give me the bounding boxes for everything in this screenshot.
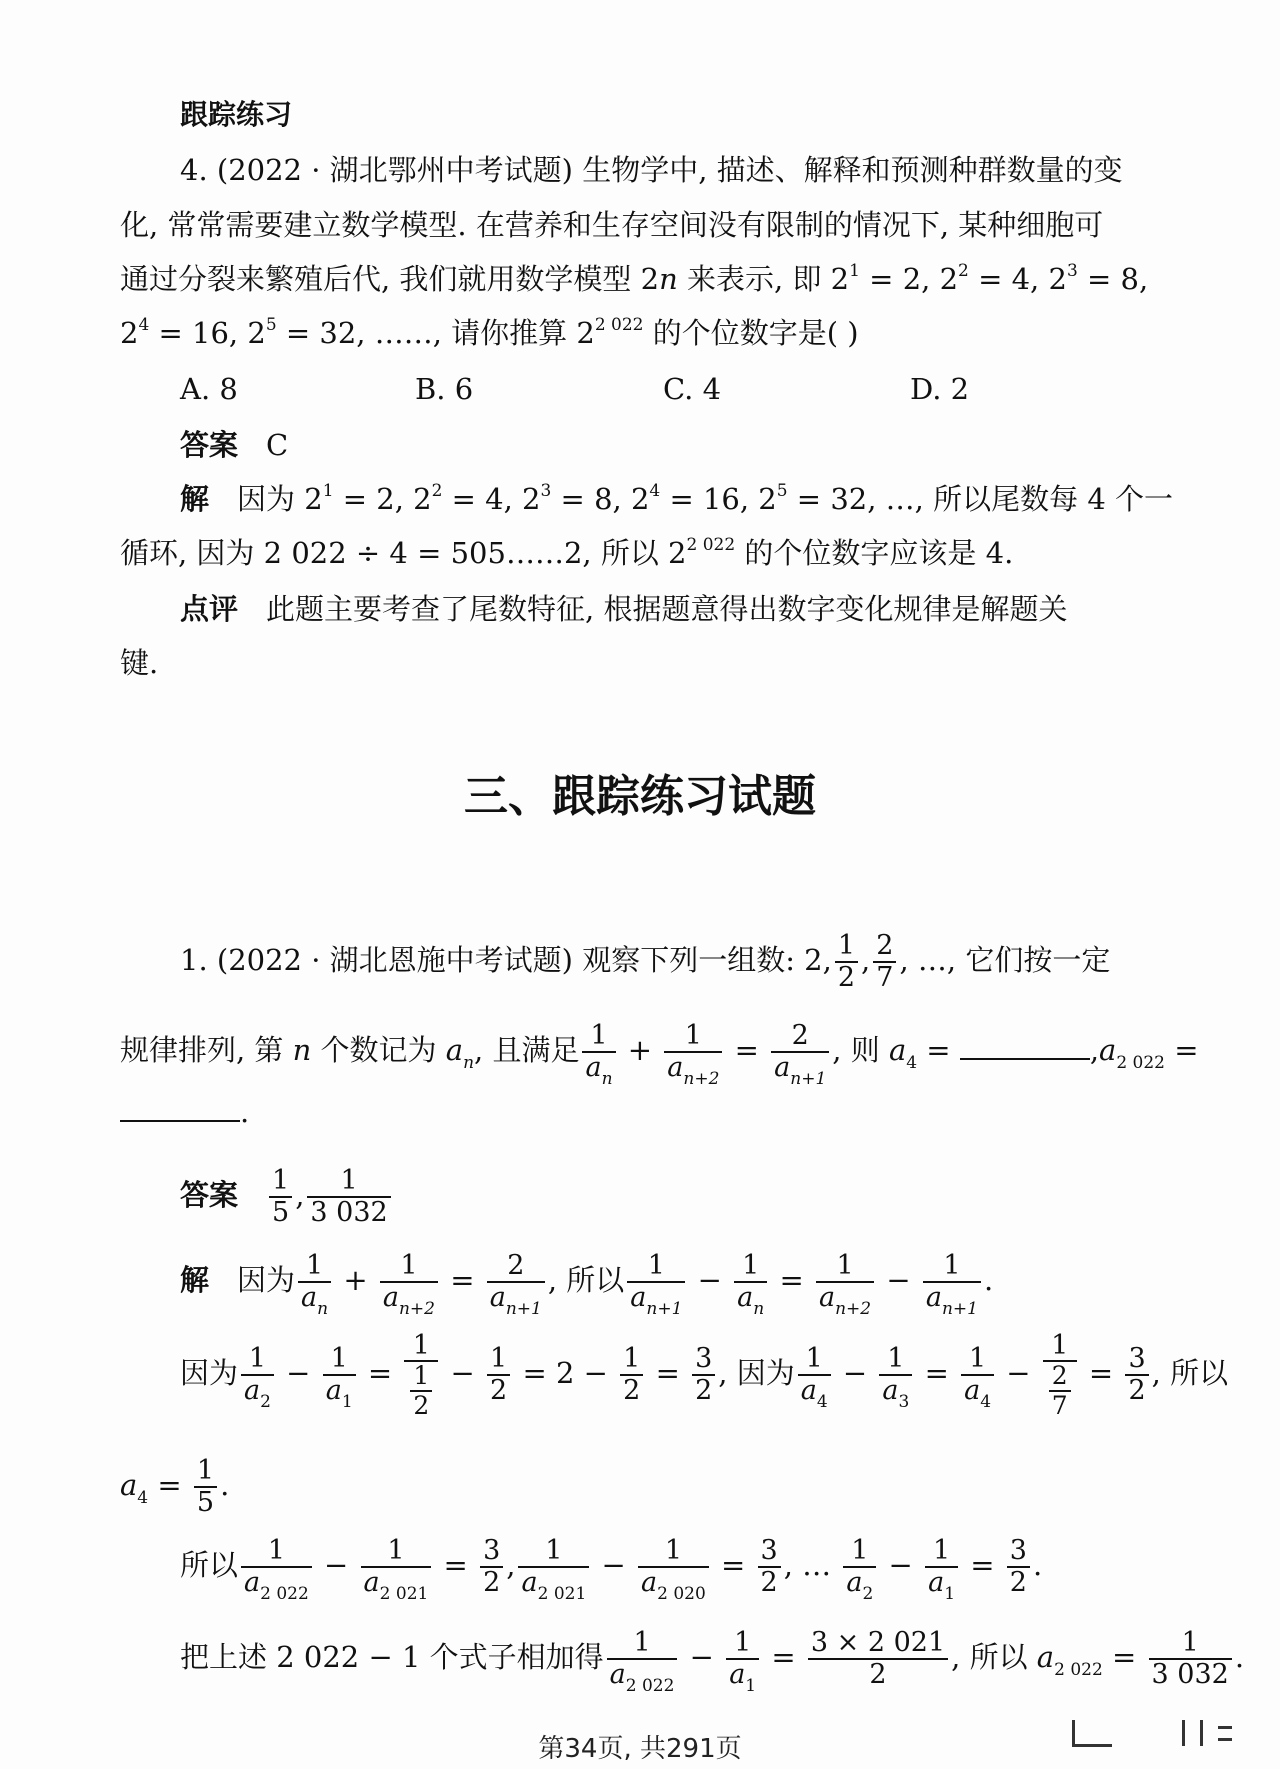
q4-line-1: 4. (2022 · 湖北鄂州中考试题) 生物学中, 描述、解释和预测种群数量的变	[180, 153, 1123, 187]
q1-solution-line-4: 所以 $\frac{1}{a_{2 022}}$ − $\frac{1}{a_{2 021}}$ = $\frac{3}{2}$ , $\frac{1}{a_{2 021}}$ − $\frac{1}{a_{2 020}}$ = $\frac{3}{2}$ , … $\frac{1}{a_2}$ − $\frac{1}{a_1}$ = $\frac{3}{2}$ .	[180, 1535, 1043, 1604]
q4-review-line-1: 点评 此题主要考查了尾数特征, 根据题意得出数字变化规律是解题关	[180, 592, 1068, 626]
choice-c: C. 4	[663, 372, 722, 406]
q1-line-3: .	[120, 1085, 249, 1139]
choice-a: A. 8	[180, 372, 238, 406]
q4-line-2: 化, 常常需要建立数学模型. 在营养和生存空间没有限制的情况下, 某种细胞可	[120, 208, 1104, 242]
q1-solution-line-5: 把上述 2 022 − 1 个式子相加得 $\frac{1}{a_{2 022}}$ − $\frac{1}{a_1}$ = $\frac{3 \times 2 021}{2}$ , 所以 $a_{2 022}$ = $\frac{1}{3 032}$ .	[180, 1627, 1245, 1696]
choice-d: D. 2	[910, 372, 970, 406]
q1-solution-line-2: 因为 $\frac{1}{a_2}$ − $\frac{1}{a_1}$ = $\frac{1}{\frac{1}{2}}$ − $\frac{1}{2}$ = 2 − $\frac{1}{2}$ = $\frac{3}{2}$ , 因为 $\frac{1}{a_4}$ − $\frac{1}{a_3}$ = $\frac{1}{a_4}$ − $\frac{1}{\frac{2}{7}}$ = $\frac{3}{2}$ , 所以	[180, 1329, 1229, 1420]
q4-line-3: 通过分裂来繁殖后代, 我们就用数学模型 2n 来表示, 即 $2^1 = 2$, $2^2 = 4$, $2^3 = 8$,	[120, 261, 1149, 296]
q4-solution-line-1: 解 因为 $2^1 = 2$, $2^2 = 4$, $2^3 = 8$, $2^4 = 16$, $2^5 = 32$, …, 所以尾数每 4 个一	[180, 481, 1173, 516]
section-heading: 三、跟踪练习试题	[464, 771, 816, 822]
scan-marks	[1072, 1720, 1242, 1750]
q1-line-1: 1. (2022 · 湖北恩施中考试题) 观察下列一组数: 2, $\frac{1}{2}$ , $\frac{2}{7}$ , …, 它们按一定	[180, 930, 1111, 993]
q4-review-line-2: 键.	[120, 646, 159, 680]
page-footer: 第34页, 共291页	[538, 1734, 742, 1764]
q1-solution-line-1: 解 因为 $\frac{1}{a_n}$ + $\frac{1}{a_{n+2}}$ = $\frac{2}{a_{n+1}}$ , 所以 $\frac{1}{a_{n+1}}$ − $\frac{1}{a_n}$ = $\frac{1}{a_{n+2}}$ − $\frac{1}{a_{n+1}}$ .	[180, 1250, 994, 1319]
q1-line-2: 规律排列, 第 n 个数记为 $a_n$, 且满足 $\frac{1}{a_n}$ + $\frac{1}{a_{n+2}}$ = $\frac{2}{a_{n+1}}$ , 则 $a_4 = ,a_{2 022}$ =	[120, 1020, 1199, 1089]
q1-solution-line-3: $a_4$ = $\frac{1}{5}$ .	[120, 1455, 230, 1518]
q1-answer: 答案 $\frac{1}{5}$ , $\frac{1}{3 032}$	[180, 1150, 394, 1240]
blank-a2022	[120, 1090, 240, 1122]
practice-label: 跟踪练习	[180, 98, 293, 131]
choice-b: B. 6	[415, 372, 474, 406]
q4-answer: 答案 C	[180, 428, 289, 462]
blank-a4	[960, 1028, 1090, 1060]
q4-line-4: $2^4 = 16$, $2^5 = 32$, ……, 请你推算 $2^{2 022}$ 的个位数字是( )	[120, 315, 859, 350]
q4-solution-line-2: 循环, 因为 2 022 ÷ 4 = 505……2, 所以 $2^{2 022}$ 的个位数字应该是 4.	[120, 535, 1014, 570]
